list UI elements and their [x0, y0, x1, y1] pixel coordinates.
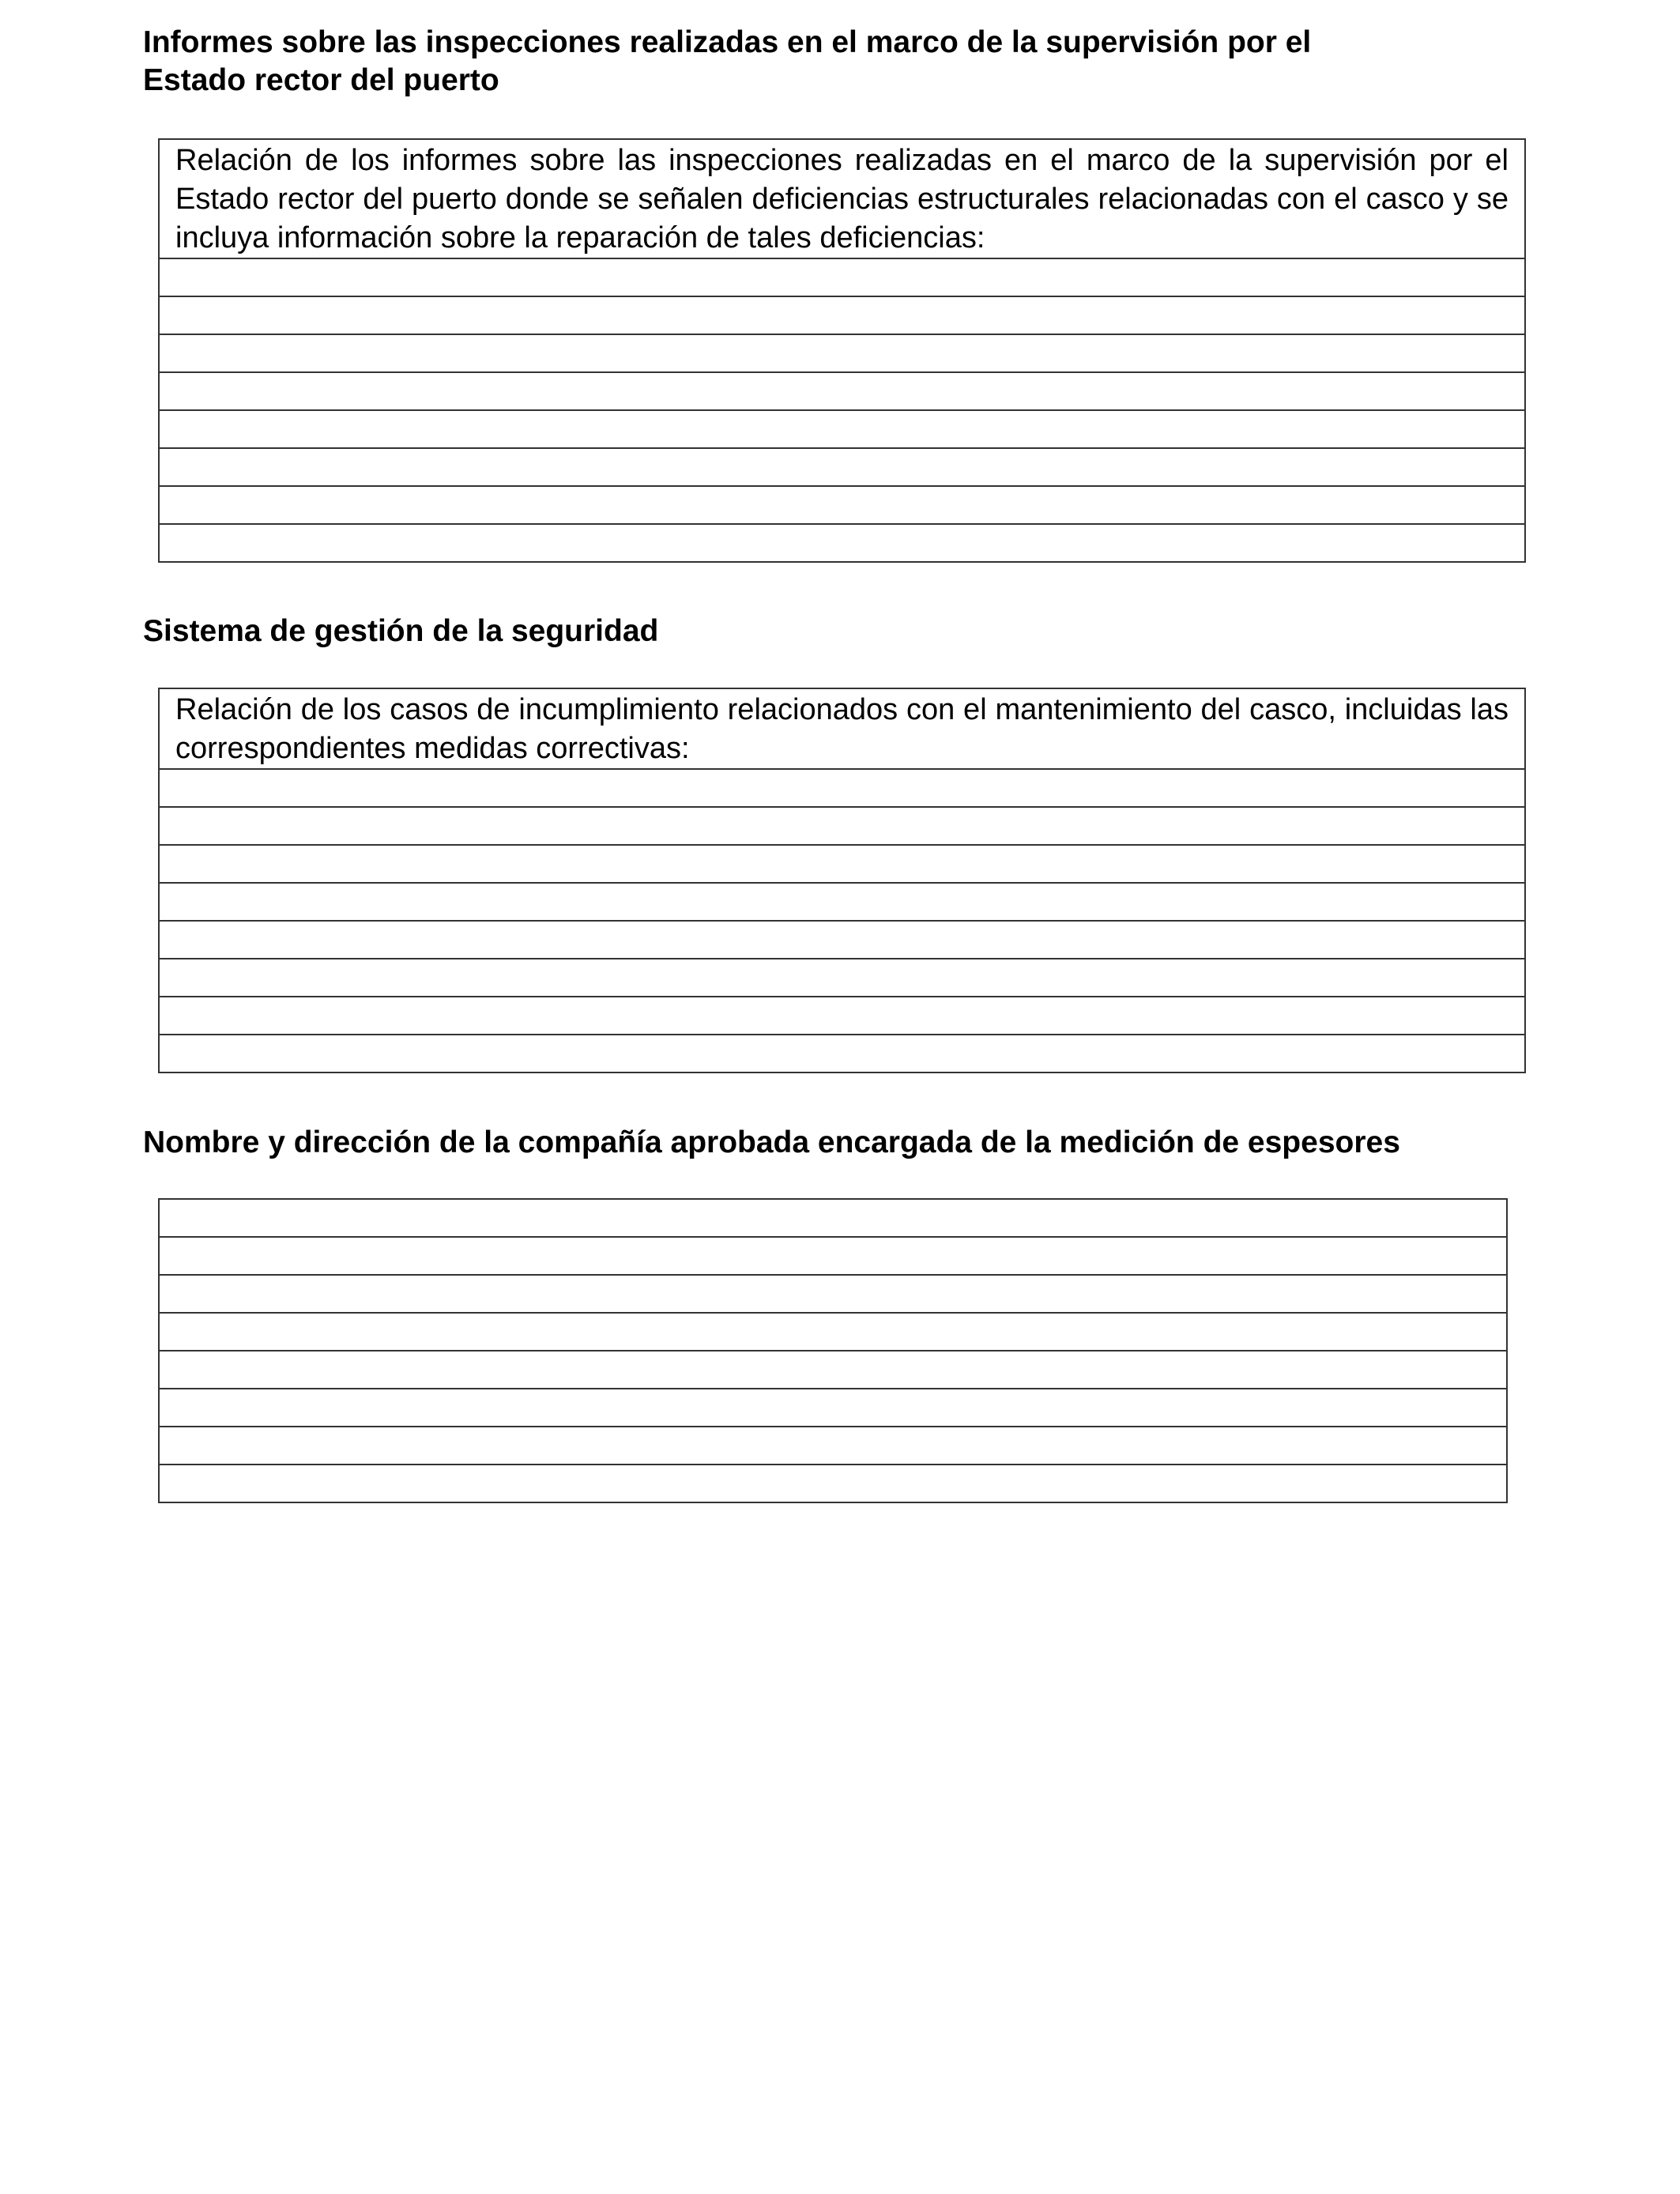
blank-entry-cell[interactable]	[159, 959, 1525, 997]
blank-entry-cell[interactable]	[159, 486, 1525, 524]
blank-entry-row	[159, 334, 1525, 372]
blank-entry-cell[interactable]	[159, 807, 1525, 845]
blank-entry-cell[interactable]	[159, 1313, 1507, 1351]
blank-entry-row	[159, 1351, 1507, 1389]
blank-entry-row	[159, 1035, 1525, 1072]
blank-entry-cell[interactable]	[159, 372, 1525, 410]
blank-entry-row	[159, 1313, 1507, 1351]
blank-entry-row	[159, 410, 1525, 448]
blank-entry-row	[159, 1465, 1507, 1502]
blank-entry-row	[159, 258, 1525, 296]
psc-inspections-table	[158, 138, 1526, 563]
blank-entry-cell[interactable]	[159, 1427, 1507, 1465]
blank-entry-row	[159, 1275, 1507, 1313]
blank-entry-row	[159, 769, 1525, 807]
psc-inspections-prompt: Relación de los informes sobre las inspecciones realizadas en el marco de la supervisión por el Estado rector del puerto donde se señalen deficiencias estructurales relacionadas con el casco y se incluya información sobre la reparación de tales deficiencias:	[159, 139, 1525, 258]
blank-entry-row	[159, 883, 1525, 921]
blank-entry-row	[159, 486, 1525, 524]
blank-entry-cell[interactable]	[159, 1199, 1507, 1237]
blank-entry-cell[interactable]	[159, 334, 1525, 372]
blank-entry-cell[interactable]	[159, 921, 1525, 959]
heading-line-1: Informes sobre las inspecciones realizadas en el marco de la supervisión por el	[143, 25, 1312, 59]
section-heading-psc-inspections	[143, 24, 1311, 100]
blank-entry-row	[159, 1237, 1507, 1275]
blank-entry-cell[interactable]	[159, 410, 1525, 448]
blank-entry-cell[interactable]	[159, 845, 1525, 883]
blank-entry-row	[159, 448, 1525, 486]
blank-entry-row	[159, 1427, 1507, 1465]
prompt-row	[159, 688, 1525, 769]
blank-entry-row	[159, 296, 1525, 334]
prompt-row	[159, 139, 1525, 258]
blank-entry-cell[interactable]	[159, 448, 1525, 486]
blank-entry-cell[interactable]	[159, 524, 1525, 562]
blank-entry-row	[159, 1199, 1507, 1237]
thickness-company-table	[158, 1198, 1508, 1503]
safety-management-prompt: Relación de los casos de incumplimiento relacionados con el mantenimiento del casco, incluidas las correspondientes medidas correctivas:	[159, 688, 1525, 769]
blank-entry-cell[interactable]	[159, 1389, 1507, 1427]
blank-entry-cell[interactable]	[159, 1351, 1507, 1389]
safety-management-table	[158, 688, 1526, 1073]
section-heading-safety-management: Sistema de gestión de la seguridad	[143, 614, 659, 648]
blank-entry-row	[159, 807, 1525, 845]
blank-entry-cell[interactable]	[159, 1237, 1507, 1275]
blank-entry-row	[159, 997, 1525, 1035]
blank-entry-row	[159, 845, 1525, 883]
blank-entry-row	[159, 921, 1525, 959]
blank-entry-cell[interactable]	[159, 1465, 1507, 1502]
blank-entry-row	[159, 1389, 1507, 1427]
section-heading-thickness-company: Nombre y dirección de la compañía aprobada encargada de la medición de espesores	[143, 1125, 1400, 1159]
blank-entry-cell[interactable]	[159, 1275, 1507, 1313]
blank-entry-cell[interactable]	[159, 296, 1525, 334]
blank-entry-cell[interactable]	[159, 883, 1525, 921]
blank-entry-row	[159, 959, 1525, 997]
heading-line-2: Estado rector del puerto	[143, 63, 499, 97]
blank-entry-row	[159, 372, 1525, 410]
blank-entry-row	[159, 524, 1525, 562]
blank-entry-cell[interactable]	[159, 997, 1525, 1035]
blank-entry-cell[interactable]	[159, 1035, 1525, 1072]
blank-entry-cell[interactable]	[159, 258, 1525, 296]
blank-entry-cell[interactable]	[159, 769, 1525, 807]
